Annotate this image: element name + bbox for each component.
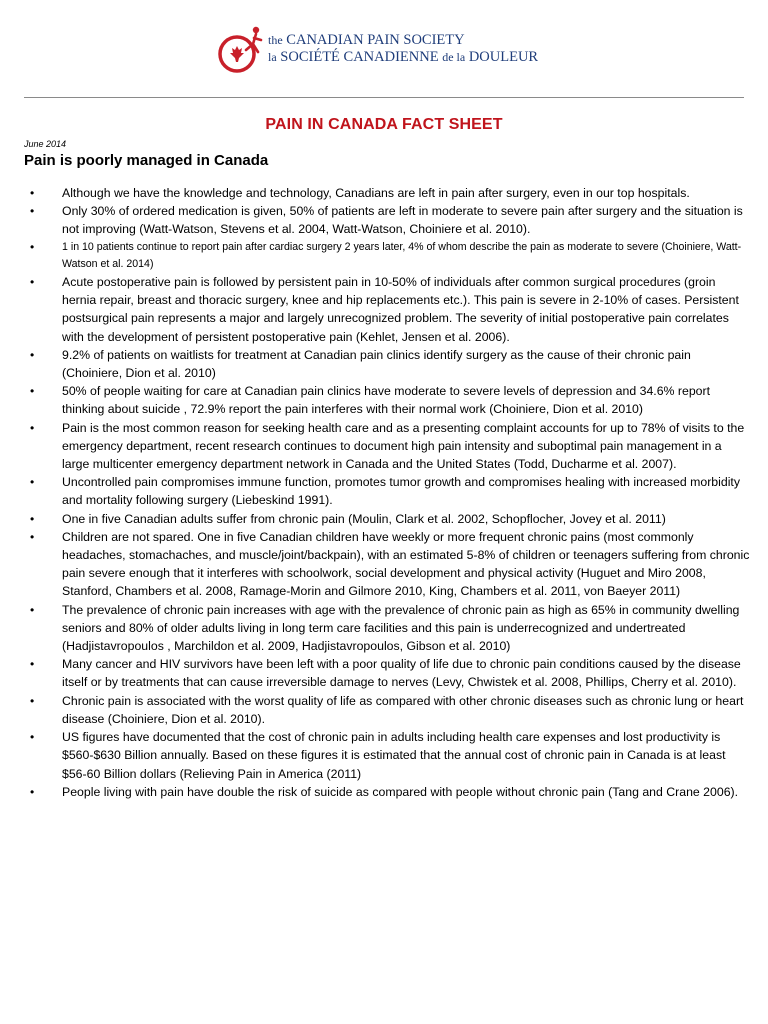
- list-item-text: Many cancer and HIV survivors have been left with a poor quality of life due to chronic pain conditions caused by the disease itself or by treatments that can cause irreversible damage to nerves (Levy, Chwistek et al. 2008, Phillips, Cherry et al. 2010).: [62, 657, 741, 690]
- bullet-dot: •: [30, 239, 35, 254]
- list-item-text: US figures have documented that the cost of chronic pain in adults including health care expenses and lost productivity is $560-$630 Billion annually. Based on these figures it is estimated that the annual cost of chronic pain in Canada is at least $56-60 Billion dollars (Relieving Pain in America (2011): [62, 730, 726, 781]
- bullet-dot: •: [30, 730, 35, 745]
- list-item-text: Although we have the knowledge and technology, Canadians are left in pain after surgery, even in our top hospitals.: [62, 186, 690, 200]
- list-item-text: Uncontrolled pain compromises immune function, promotes tumor growth and compromises healing with increased morbidity and mortality following surgery (Liebeskind 1991).: [62, 475, 740, 508]
- bullet-dot: •: [30, 511, 35, 526]
- logo-line1-prefix: the: [268, 33, 283, 47]
- list-item-text: 50% of people waiting for care at Canadian pain clinics have moderate to severe levels of depression and 34.6% report thinking about suicide , 72.9% report the pain interferes with their normal work (Choiniere, Dion et al. 2010): [62, 384, 711, 417]
- list-item: [30, 655, 752, 691]
- list-item: [30, 692, 752, 728]
- logo-english-name: [268, 32, 538, 49]
- bullet-dot: •: [30, 186, 35, 200]
- list-item: [30, 382, 752, 418]
- list-item: [30, 528, 752, 601]
- header-divider: [24, 97, 744, 98]
- list-item-text: Only 30% of ordered medication is given, 50% of patients are left in moderate to severe pain after surgery and the situation is not improving (Watt-Watson, Stevens et al. 2004, Watt-Watson, Choiniere et al. 2010).: [62, 204, 743, 237]
- logo-wordmark: [268, 32, 538, 66]
- list-item-text: Pain is the most common reason for seeking health care and as a presenting complaint accounts for up to 78% of visits to the emergency department, recent research continues to document high pain intensity and suboptimal pain management in a large multicenter emergency department network in Canada and the United States (Todd, Ducharme et al. 2007).: [62, 420, 745, 472]
- list-item: [30, 419, 752, 474]
- bullet-dot: •: [30, 784, 35, 799]
- logo-line2-end: DOULEUR: [468, 49, 539, 65]
- list-item: [30, 473, 752, 509]
- list-item: [30, 273, 752, 346]
- list-item-text: Children are not spared. One in five Canadian children have weekly or more frequent chronic pains (most commonly headaches, stomachaches, and muscle/joint/backpain), with an estimated 5-8% of children or teenagers suffering from chronic pain severe enough that it interferes with schoolwork, social development and physical activity (Huguet and Miro 2008, Stanford, Chambers et al. 2008, Ramage-Morin and Gilmore 2010, King, Chambers et al. 2011, von Baeyer 2011): [62, 529, 750, 599]
- bullet-dot: •: [30, 529, 35, 544]
- bullet-dot: •: [30, 693, 35, 708]
- bullet-dot: •: [30, 384, 35, 399]
- list-item-text: One in five Canadian adults suffer from chronic pain (Moulin, Clark et al. 2002, Schopflocher, Jovey et al. 2011): [62, 511, 666, 526]
- list-item-text: 1 in 10 patients continue to report pain after cardiac surgery 2 years later, 4% of whom describe the pain as moderate to severe (Choiniere, Watt-Watson et al. 2014): [62, 240, 742, 270]
- logo-line2-prefix: la: [268, 50, 277, 64]
- list-item-text: The prevalence of chronic pain increases with age with the prevalence of chronic pain as high as 65% in community dwelling seniors and 80% of older adults living in long term care facilities and this pain is underrecognized and undertreated (Hadjistavropoulos , Marchildon et al. 2009, Hadjistavropoulos, Gibson et al. 2010): [62, 602, 740, 654]
- list-item: [30, 184, 752, 202]
- list-item-text: 9.2% of patients on waitlists for treatment at Canadian pain clinics identify surgery as the cause of their chronic pain (Choiniere, Dion et al. 2010): [62, 347, 691, 381]
- bullet-dot: •: [30, 602, 35, 617]
- logo-line2-main: SOCIÉTÉ CANADIENNE: [280, 49, 439, 65]
- bullet-dot: •: [30, 657, 35, 672]
- publication-date: June 2014: [24, 139, 67, 149]
- section-heading: Pain is poorly managed in Canada: [24, 152, 269, 169]
- list-item: [30, 783, 752, 801]
- list-item: [30, 202, 752, 238]
- list-item-text: Chronic pain is associated with the worst quality of life as compared with other chronic diseases such as chronic lung or heart disease (Choiniere, Dion et al. 2010).: [62, 693, 744, 726]
- list-item: [30, 601, 752, 656]
- maple-leaf-figure-icon: [215, 22, 267, 74]
- bullet-dot: •: [30, 475, 35, 490]
- canadian-pain-society-logo: [215, 22, 555, 74]
- bullet-dot: •: [30, 420, 35, 435]
- bullet-dot: •: [30, 204, 35, 219]
- list-item: [30, 239, 752, 273]
- bullet-dot: •: [30, 347, 35, 362]
- list-item: [30, 510, 752, 528]
- logo-line1-main: CANADIAN PAIN SOCIETY: [286, 32, 465, 48]
- logo-line2-mid: de la: [442, 50, 466, 64]
- list-item-text: Acute postoperative pain is followed by persistent pain in 10-50% of individuals after common surgical procedures (groin hernia repair, breast and thoracic surgery, knee and hip replacements etc.). This pain is severe in 2-10% of cases. Persistent postsurgical pain represents a major and largely unrecognized problem. The severity of initial postoperative pain correlates with the development of persistent postoperative pain (Kehlet, Jensen et al. 2006).: [62, 275, 739, 344]
- logo-french-name: [268, 49, 538, 66]
- page-title: PAIN IN CANADA FACT SHEET: [265, 116, 503, 133]
- bullet-dot: •: [30, 275, 35, 290]
- list-item-text: People living with pain have double the risk of suicide as compared with people without chronic pain (Tang and Crane 2006).: [62, 784, 739, 799]
- list-item: [30, 346, 752, 382]
- fact-list: [30, 184, 752, 801]
- list-item: [30, 728, 752, 783]
